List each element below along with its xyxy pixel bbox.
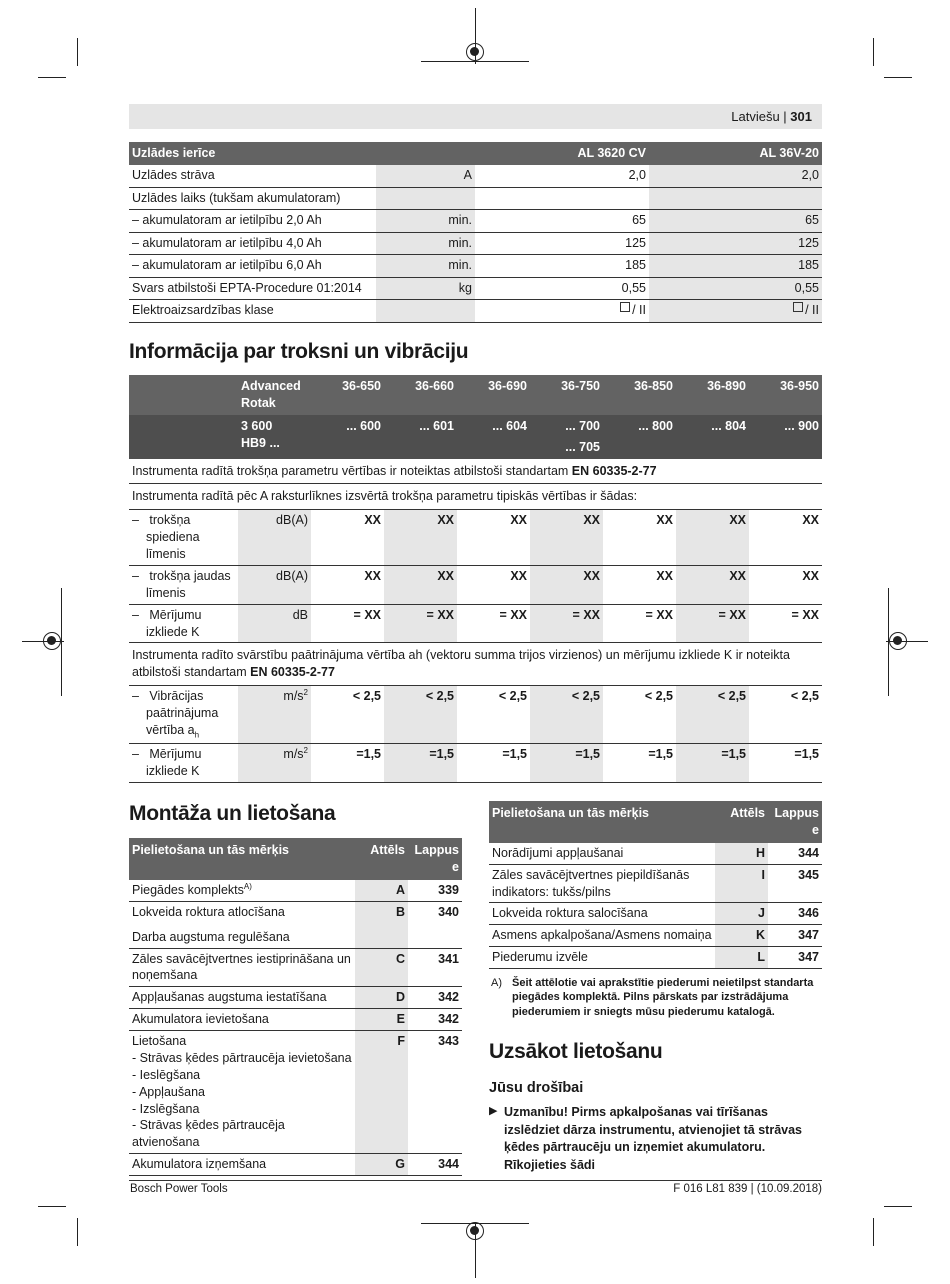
table-row bbox=[129, 255, 822, 278]
row-label: – akumulatoram ar ietilpību 4,0 Ah bbox=[129, 232, 376, 255]
row-label: Asmens apkalpošana/Asmens nomaiņa bbox=[489, 925, 715, 947]
bullet-arrow-icon: ▶ bbox=[489, 1105, 498, 1117]
table-row bbox=[129, 300, 822, 323]
row-figure: B bbox=[355, 901, 408, 926]
row-page: 342 bbox=[408, 987, 462, 1009]
row-figure: G bbox=[355, 1154, 408, 1176]
row-label: Elektroaizsardzības klase bbox=[129, 300, 376, 323]
row-unit: min. bbox=[376, 210, 475, 233]
table-row bbox=[489, 843, 822, 864]
warning-text: Uzmanību! Pirms apkalpošanas vai tīrīšanas izslēdziet dārza instrumentu, atvienojiet tā strāvas ķēdes pārtraucēju un izņemiet akumulatoru. Rīkojieties šādi bbox=[504, 1105, 803, 1172]
row-figure: D bbox=[355, 987, 408, 1009]
row-label: – Mērījumu izkliede K bbox=[129, 744, 238, 783]
column-header: 3 600 HB9 ... bbox=[238, 415, 311, 459]
row-value: = XX bbox=[384, 604, 457, 643]
row-page: 342 bbox=[408, 1009, 462, 1031]
row-figure: H bbox=[715, 843, 768, 864]
column-header: Lappuse bbox=[408, 838, 462, 880]
table-row bbox=[129, 1154, 462, 1176]
table-row bbox=[129, 187, 822, 210]
row-value: =1,5 bbox=[749, 744, 822, 783]
row-value: =1,5 bbox=[530, 744, 603, 783]
row-value: XX bbox=[603, 565, 676, 604]
table-row bbox=[129, 901, 462, 926]
row-label: – akumulatoram ar ietilpību 2,0 Ah bbox=[129, 210, 376, 233]
row-label: Darba augstuma regulēšana bbox=[129, 927, 355, 948]
row-label: Akumulatora izņemšana bbox=[129, 1154, 355, 1176]
row-value: 185 bbox=[475, 255, 649, 278]
row-value: < 2,5 bbox=[384, 686, 457, 744]
table-row bbox=[129, 686, 822, 744]
row-label: Svars atbilstoši EPTA-Procedure 01:2014 bbox=[129, 277, 376, 300]
footnote-text: Šeit attēlotie vai aprakstītie piederumi neietilpst standarta piegādes komplektā. Pilns pārskats par izstrādājuma piederumiem ir sniegts mūsu piederumu katalogā. bbox=[512, 977, 814, 1018]
table-row bbox=[129, 565, 822, 604]
row-page: 339 bbox=[408, 880, 462, 902]
protection-class-icon bbox=[620, 302, 630, 312]
table-row bbox=[129, 604, 822, 643]
charger-spec-table bbox=[129, 142, 822, 323]
assembly-table-left bbox=[129, 838, 462, 1176]
row-label: – akumulatoram ar ietilpību 6,0 Ah bbox=[129, 255, 376, 278]
table-row bbox=[129, 643, 822, 686]
row-figure: A bbox=[355, 880, 408, 902]
row-value: < 2,5 bbox=[603, 686, 676, 744]
table-row bbox=[129, 210, 822, 233]
row-value: < 2,5 bbox=[676, 686, 749, 744]
column-header: 36-660 bbox=[384, 375, 457, 415]
table-row bbox=[489, 925, 822, 947]
row-value: =1,5 bbox=[603, 744, 676, 783]
row-unit: $m/s^2$ bbox=[238, 686, 311, 744]
table-row bbox=[129, 232, 822, 255]
row-unit: A bbox=[376, 165, 475, 188]
row-unit: min. bbox=[376, 232, 475, 255]
row-unit: kg bbox=[376, 277, 475, 300]
row-unit bbox=[376, 300, 475, 323]
column-header: Pielietošana un tās mērķis bbox=[489, 801, 715, 843]
table-row bbox=[129, 948, 462, 987]
column-header: Attēls bbox=[715, 801, 768, 843]
row-label: – Vibrācijas paātrinājuma vērtība $a_h$ bbox=[129, 686, 238, 744]
column-header: Advanced Rotak bbox=[238, 375, 311, 415]
row-figure: F bbox=[355, 1031, 408, 1154]
row-page bbox=[408, 927, 462, 948]
row-value: 185 bbox=[649, 255, 822, 278]
page-number: 301 bbox=[790, 109, 812, 124]
table-row bbox=[489, 947, 822, 969]
section-title: Uzsākot lietošanu bbox=[489, 1040, 663, 1063]
column-header: AL 36V-20 bbox=[649, 142, 822, 165]
table-header-row bbox=[129, 838, 462, 880]
row-value bbox=[649, 187, 822, 210]
footer-brand: Bosch Power Tools bbox=[130, 1183, 228, 1195]
row-value: 0,55 bbox=[649, 277, 822, 300]
row-unit: min. bbox=[376, 255, 475, 278]
row-label: Piederumu izvēle bbox=[489, 947, 715, 969]
row-value: =1,5 bbox=[311, 744, 384, 783]
column-header: AL 3620 CV bbox=[475, 142, 649, 165]
row-value: < 2,5 bbox=[311, 686, 384, 744]
table-row bbox=[489, 903, 822, 925]
row-value: 0,55 bbox=[475, 277, 649, 300]
column-header: 36-650 bbox=[311, 375, 384, 415]
row-page: 344 bbox=[408, 1154, 462, 1176]
row-figure: I bbox=[715, 864, 768, 903]
row-value: XX bbox=[457, 510, 530, 566]
row-value: XX bbox=[457, 565, 530, 604]
column-header: ... 601 bbox=[384, 415, 457, 459]
row-figure: E bbox=[355, 1009, 408, 1031]
row-value: < 2,5 bbox=[530, 686, 603, 744]
row-page: 343 bbox=[408, 1031, 462, 1154]
row-value: = XX bbox=[311, 604, 384, 643]
footnote bbox=[489, 976, 824, 1019]
row-value: 2,0 bbox=[649, 165, 822, 188]
row-label: Norādījumi appļaušanai bbox=[489, 843, 715, 864]
row-unit: dB bbox=[238, 604, 311, 643]
row-value: =1,5 bbox=[384, 744, 457, 783]
row-label: Zāles savācējtvertnes iestiprināšana un noņemšana bbox=[129, 948, 355, 987]
row-value: = XX bbox=[530, 604, 603, 643]
row-value: XX bbox=[530, 565, 603, 604]
table-row bbox=[129, 510, 822, 566]
footer-doc-code: F 016 L81 839 | (10.09.2018) bbox=[673, 1183, 822, 1195]
row-value: < 2,5 bbox=[749, 686, 822, 744]
row-label: Uzlādes laiks (tukšam akumulatoram) bbox=[129, 187, 376, 210]
column-header: 36-750 bbox=[530, 375, 603, 415]
footer-divider bbox=[129, 1180, 822, 1181]
row-value: XX bbox=[311, 510, 384, 566]
protection-class-icon bbox=[793, 302, 803, 312]
row-value: = XX bbox=[603, 604, 676, 643]
column-header bbox=[376, 142, 475, 165]
column-header: ... 804 bbox=[676, 415, 749, 459]
footnote-label: A) bbox=[491, 977, 502, 989]
row-unit: dB(A) bbox=[238, 510, 311, 566]
row-page: 345 bbox=[768, 864, 822, 903]
table-row bbox=[129, 1009, 462, 1031]
table-row bbox=[129, 880, 462, 902]
section-title: Montāža un lietošana bbox=[129, 802, 336, 825]
row-label: Lietošana - Strāvas ķēdes pārtraucēja ievietošana - Ieslēgšana - Appļaušana - Izslēgšana - Strāvas ķēdes pārtraucēja atvienošana bbox=[129, 1031, 355, 1154]
column-header: Pielietošana un tās mērķis bbox=[129, 838, 355, 880]
row-value: XX bbox=[749, 510, 822, 566]
row-value: XX bbox=[384, 565, 457, 604]
row-figure: K bbox=[715, 925, 768, 947]
row-page: 347 bbox=[768, 947, 822, 969]
column-header: Attēls bbox=[355, 838, 408, 880]
row-value: < 2,5 bbox=[457, 686, 530, 744]
row-value: XX bbox=[311, 565, 384, 604]
row-page: 347 bbox=[768, 925, 822, 947]
row-value: XX bbox=[676, 565, 749, 604]
table-row bbox=[129, 165, 822, 188]
row-value: 125 bbox=[649, 232, 822, 255]
row-value: XX bbox=[530, 510, 603, 566]
row-figure: C bbox=[355, 948, 408, 987]
column-header: ... 600 bbox=[311, 415, 384, 459]
vibration-note: Instrumenta radīto svārstību paātrinājuma vērtība ah (vektoru summa trijos virzienos) un mērījumu izkliede K ir noteikta atbilstoši standartam EN 60335-2-77 bbox=[129, 643, 822, 686]
table-row bbox=[489, 864, 822, 903]
row-page: 344 bbox=[768, 843, 822, 864]
row-value bbox=[475, 187, 649, 210]
table-row bbox=[129, 987, 462, 1009]
row-figure bbox=[355, 927, 408, 948]
column-header: 36-690 bbox=[457, 375, 530, 415]
row-page: 346 bbox=[768, 903, 822, 925]
table-row bbox=[129, 484, 822, 510]
row-value: = XX bbox=[676, 604, 749, 643]
row-unit: dB(A) bbox=[238, 565, 311, 604]
row-unit bbox=[376, 187, 475, 210]
row-value: 65 bbox=[649, 210, 822, 233]
table-row bbox=[129, 1031, 462, 1154]
row-value: 2,0 bbox=[475, 165, 649, 188]
column-header: 36-850 bbox=[603, 375, 676, 415]
row-label: Uzlādes strāva bbox=[129, 165, 376, 188]
row-label: Zāles savācējtvertnes piepildīšanās indikators: tukšs/pilns bbox=[489, 864, 715, 903]
row-label: Lokveida roktura salocīšana bbox=[489, 903, 715, 925]
table-row bbox=[129, 927, 462, 948]
row-page: 340 bbox=[438, 904, 459, 919]
column-header: ... 800 bbox=[603, 415, 676, 459]
row-value: XX bbox=[676, 510, 749, 566]
row-value: = XX bbox=[749, 604, 822, 643]
subsection-title: Jūsu drošībai bbox=[489, 1080, 584, 1096]
column-header: 36-890 bbox=[676, 375, 749, 415]
safety-warning bbox=[489, 1104, 824, 1174]
row-value: 65 bbox=[475, 210, 649, 233]
table-header-row bbox=[129, 375, 822, 415]
table-header-row bbox=[129, 415, 822, 459]
row-value: XX bbox=[384, 510, 457, 566]
row-value: / II bbox=[649, 300, 822, 323]
column-header: ... 900 bbox=[749, 415, 822, 459]
row-value: XX bbox=[603, 510, 676, 566]
row-label: – Mērījumu izkliede K bbox=[129, 604, 238, 643]
row-label: Akumulatora ievietošana bbox=[129, 1009, 355, 1031]
row-figure: J bbox=[715, 903, 768, 925]
table-row bbox=[129, 744, 822, 783]
section-title: Informācija par troksni un vibrāciju bbox=[129, 340, 469, 363]
column-header: ... 604 bbox=[457, 415, 530, 459]
row-label: Piegādes komplekts$^{A)}$ bbox=[129, 880, 355, 902]
column-header: Lappuse bbox=[768, 801, 822, 843]
header-language: Latviešu bbox=[731, 109, 780, 124]
typical-note: Instrumenta radītā pēc A raksturlīknes izsvērtā trokšņa parametru tipiskās vērtības ir šādas: bbox=[129, 484, 822, 510]
row-value: =1,5 bbox=[676, 744, 749, 783]
table-header-row bbox=[129, 142, 822, 165]
table-header-row bbox=[489, 801, 822, 843]
table-row bbox=[129, 459, 822, 484]
row-unit: $m/s^2$ bbox=[238, 744, 311, 783]
table-row bbox=[129, 277, 822, 300]
row-label: Appļaušanas augstuma iestatīšana bbox=[129, 987, 355, 1009]
row-label: Lokveida roktura atlocīšana bbox=[132, 904, 285, 919]
row-value: =1,5 bbox=[457, 744, 530, 783]
row-value: XX bbox=[749, 565, 822, 604]
noise-vibration-table bbox=[129, 375, 822, 783]
row-value: 125 bbox=[475, 232, 649, 255]
assembly-table-right bbox=[489, 801, 822, 969]
row-label: – trokšņa jaudas līmenis bbox=[129, 565, 238, 604]
column-header: 36-950 bbox=[749, 375, 822, 415]
row-value: / II bbox=[475, 300, 649, 323]
column-header: Uzlādes ierīce bbox=[129, 142, 376, 165]
column-header: ... 700 ... 705 bbox=[530, 415, 603, 459]
page-header: Latviešu | 301 bbox=[129, 104, 822, 129]
row-figure: L bbox=[715, 947, 768, 969]
standard-note: Instrumenta radītā trokšņa parametru vērtības ir noteiktas atbilstoši standartam EN 60335-2-77 bbox=[129, 459, 822, 484]
row-page: 341 bbox=[408, 948, 462, 987]
row-label: – trokšņa spiediena līmenis bbox=[129, 510, 238, 566]
row-value: = XX bbox=[457, 604, 530, 643]
